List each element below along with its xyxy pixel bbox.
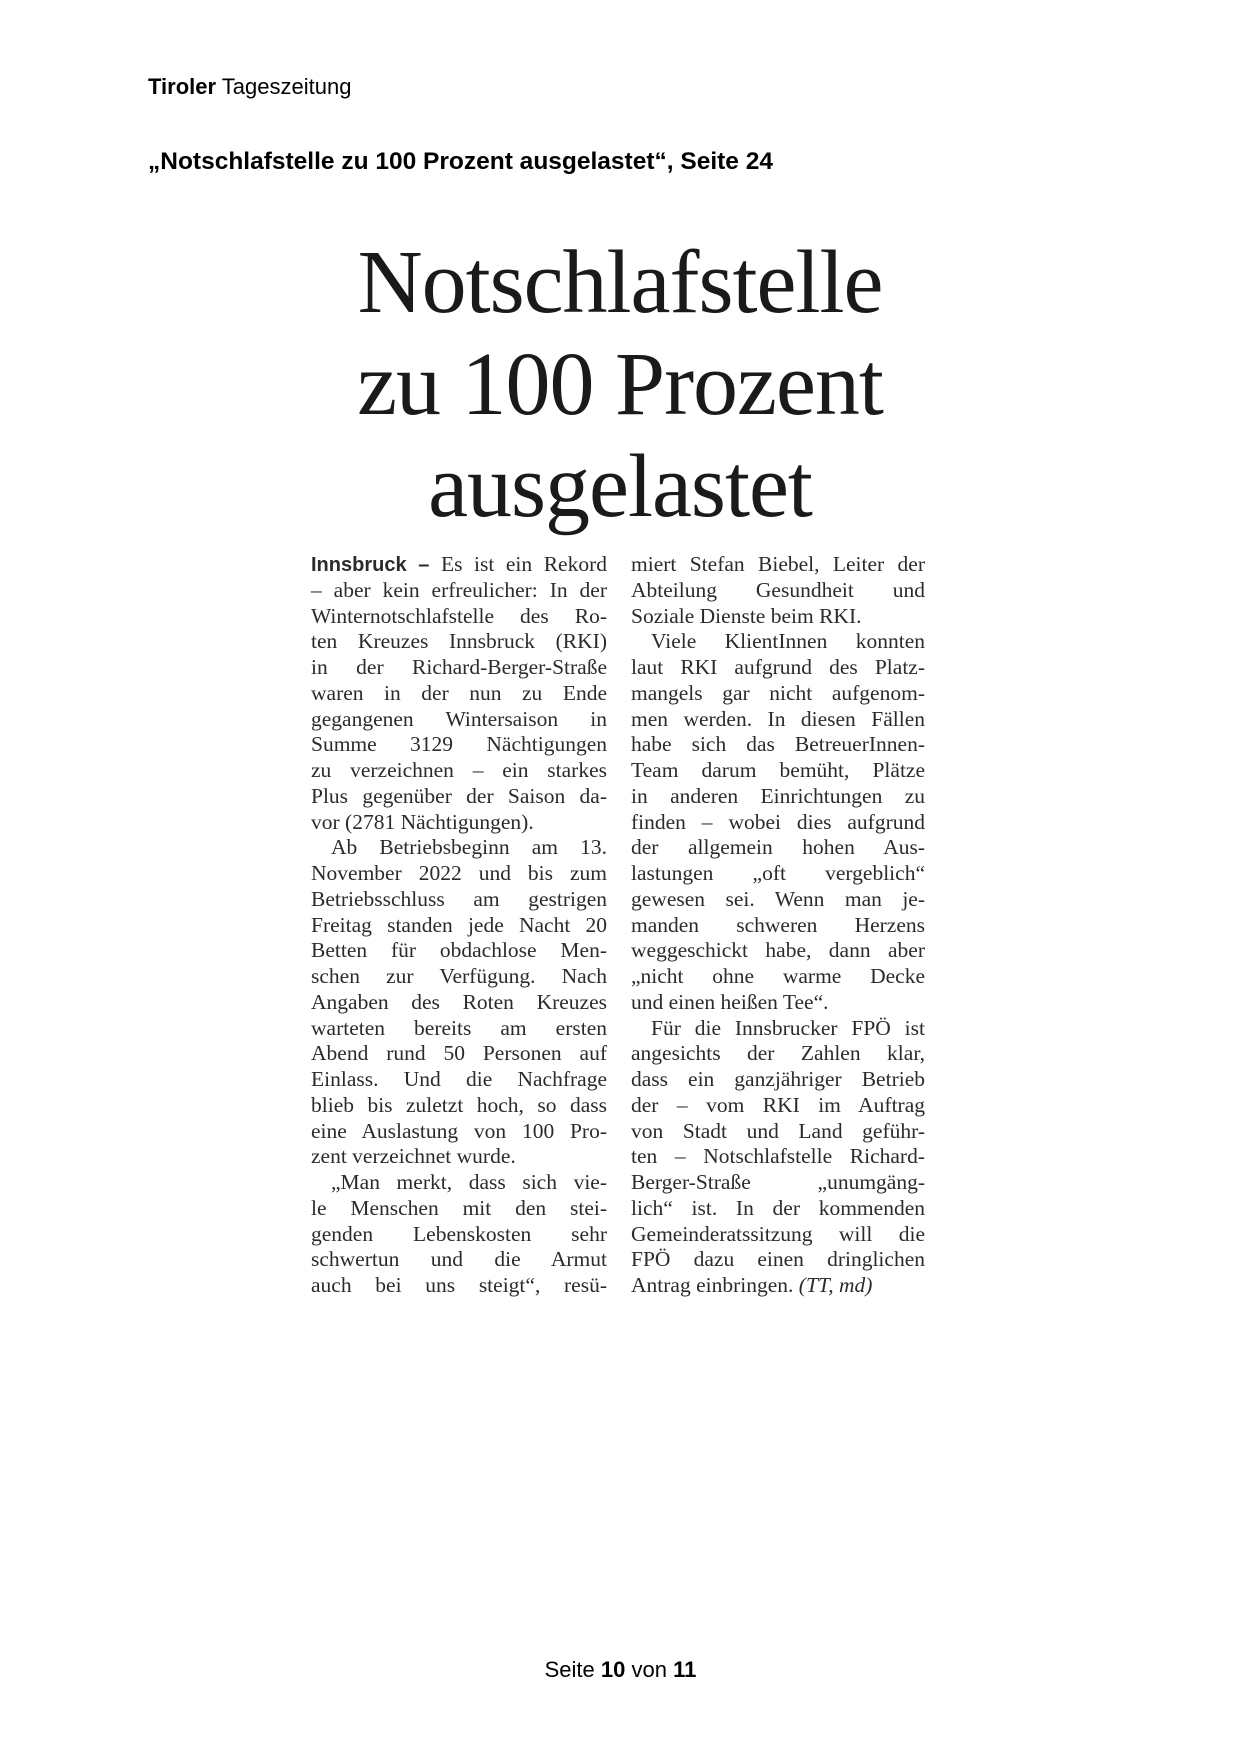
text-line-content: in anderen Einrichtungen zu — [631, 783, 925, 808]
text-line — [311, 1119, 607, 1145]
text-line-content: finden – wobei dies aufgrund — [631, 809, 925, 834]
text-line — [311, 913, 607, 939]
text-line-content: Einlass. Und die Nachfrage — [311, 1067, 607, 1091]
text-line-content: habe sich das BetreuerInnen- — [631, 732, 925, 757]
text-line — [631, 1016, 925, 1042]
text-line-content: Für die Innsbrucker FPÖ ist — [651, 1015, 925, 1040]
text-line — [631, 887, 925, 913]
text-line — [311, 810, 607, 836]
publication-name-bold: Tiroler — [148, 74, 217, 99]
text-line — [631, 1119, 925, 1145]
text-line-content: schen zur Verfügung. Nach — [311, 964, 607, 988]
text-line — [311, 1041, 607, 1067]
text-line — [631, 810, 925, 836]
footer-of: von — [631, 1657, 667, 1682]
text-line — [631, 1041, 925, 1067]
text-line — [311, 1273, 607, 1299]
text-line-content: ten – Notschlafstelle Richard- — [631, 1144, 925, 1169]
article-column-1 — [311, 552, 607, 1299]
footer-prefix: Seite — [544, 1657, 595, 1682]
text-line — [311, 990, 607, 1016]
text-line-content: – aber kein erfreulicher: In der — [311, 577, 607, 602]
text-line-content: Angaben des Roten Kreuzes — [311, 989, 607, 1014]
text-line — [311, 964, 607, 990]
text-line-content: und einen heißen Tee“. — [631, 989, 829, 1014]
text-line — [631, 681, 925, 707]
text-line — [631, 629, 925, 655]
article-reference: „Notschlafstelle zu 100 Prozent ausgelastet“, Seite 24 — [148, 148, 773, 175]
paragraph — [631, 1016, 925, 1299]
text-line-content: Team darum bemüht, Plätze — [631, 758, 925, 782]
text-line — [631, 1273, 925, 1299]
text-line-content: miert Stefan Biebel, Leiter der — [631, 552, 925, 576]
text-line-content: Ab Betriebsbeginn am 13. — [331, 835, 607, 860]
text-line — [311, 1222, 607, 1248]
text-line — [311, 1247, 607, 1273]
text-line-content: FPÖ dazu einen dringlichen — [631, 1247, 925, 1272]
headline-line: Notschlafstelle — [357, 233, 883, 332]
paragraph — [311, 552, 607, 835]
text-line-content: dass ein ganzjähriger Betrieb — [631, 1067, 925, 1091]
article-column-2 — [631, 552, 925, 1299]
text-line-content: Gemeinderatssitzung will die — [631, 1221, 925, 1246]
text-line-content: Es ist ein Rekord — [440, 552, 607, 576]
text-line-content: manden schweren Herzens — [631, 912, 925, 937]
text-line — [311, 1196, 607, 1222]
text-line — [311, 1170, 607, 1196]
text-line — [631, 758, 925, 784]
text-line-content: Plus gegenüber der Saison da- — [311, 783, 607, 808]
text-line-content: laut RKI aufgrund des Platz- — [631, 655, 925, 679]
paragraph — [631, 629, 925, 1015]
text-line-content: angesichts der Zahlen klar, — [631, 1041, 925, 1066]
text-line-content: zent verzeichnet wurde. — [311, 1144, 516, 1169]
publication-name — [148, 74, 351, 100]
text-line — [631, 604, 925, 630]
text-line — [631, 1247, 925, 1273]
text-line-content: Betten für obdachlose Men- — [311, 938, 607, 963]
text-line-content: lich“ ist. In der kommenden — [631, 1195, 925, 1220]
text-line-content: waren in der nun zu Ende — [311, 680, 607, 705]
text-line-content: gegangenen Wintersaison in — [311, 706, 607, 731]
text-line — [311, 681, 607, 707]
text-line-content: Abteilung Gesundheit und — [631, 577, 925, 602]
text-line-content: Antrag einbringen. — [631, 1273, 794, 1297]
text-line — [311, 758, 607, 784]
paragraph — [311, 835, 607, 1170]
headline-line: ausgelastet — [428, 437, 812, 536]
text-line — [631, 655, 925, 681]
footer-page-number: 10 — [600, 1657, 626, 1682]
text-line-content: blieb bis zuletzt hoch, so dass — [311, 1092, 607, 1117]
text-line — [631, 913, 925, 939]
text-line-content: Berger-Straße „unumgäng- — [631, 1170, 925, 1194]
text-line-content: le Menschen mit den stei- — [311, 1195, 607, 1220]
text-line — [631, 835, 925, 861]
text-line-content: Viele KlientInnen konnten — [651, 629, 925, 654]
text-line — [631, 938, 925, 964]
text-line-content: auch bei uns steigt“, resü- — [311, 1273, 607, 1297]
text-line-content: „Man merkt, dass sich vie- — [331, 1170, 607, 1194]
text-line-content: lastungen „oft vergeblich“ — [631, 861, 925, 885]
text-line-content: in der Richard-Berger-Straße — [311, 655, 607, 679]
paragraph — [631, 552, 925, 629]
text-line — [631, 964, 925, 990]
text-line — [631, 1196, 925, 1222]
text-line — [311, 784, 607, 810]
text-line — [631, 1093, 925, 1119]
text-line-content: genden Lebenskosten sehr — [311, 1221, 607, 1246]
text-line-content: mangels gar nicht aufgenom- — [631, 680, 925, 705]
text-line — [311, 552, 607, 578]
footer-total-pages: 11 — [673, 1657, 697, 1682]
text-line-content: schwertun und die Armut — [311, 1247, 607, 1272]
text-line — [631, 707, 925, 733]
dateline: Innsbruck – — [311, 554, 430, 576]
headline-line: zu 100 Prozent — [357, 335, 883, 434]
text-line — [311, 732, 607, 758]
byline: (TT, md) — [798, 1273, 873, 1297]
text-line-content: warteten bereits am ersten — [311, 1015, 607, 1040]
text-line-content: Summe 3129 Nächtigungen — [311, 732, 607, 757]
publication-name-rest: Tageszeitung — [221, 74, 352, 99]
text-line — [631, 1067, 925, 1093]
text-line-content: November 2022 und bis zum — [311, 861, 607, 885]
text-line-content: von Stadt und Land geführ- — [631, 1118, 925, 1143]
text-line-content: weggeschickt habe, dann aber — [631, 938, 925, 963]
page-footer — [0, 1657, 1241, 1683]
paragraph — [311, 1170, 607, 1299]
text-line — [311, 1016, 607, 1042]
text-line — [311, 578, 607, 604]
text-line — [311, 655, 607, 681]
text-line — [311, 1144, 607, 1170]
text-line-content: vor (2781 Nächtigungen). — [311, 809, 534, 834]
text-line-content: eine Auslastung von 100 Pro- — [311, 1118, 607, 1143]
text-line — [311, 887, 607, 913]
text-line — [311, 707, 607, 733]
text-line-content: Abend rund 50 Personen auf — [311, 1041, 607, 1066]
article-headline — [300, 232, 940, 538]
text-line — [311, 629, 607, 655]
text-line-content: der allgemein hohen Aus- — [631, 835, 925, 860]
text-line-content: gewesen sei. Wenn man je- — [631, 886, 925, 911]
text-line-content: „nicht ohne warme Decke — [631, 964, 925, 988]
text-line — [311, 938, 607, 964]
text-line-content: Winternotschlafstelle des Ro- — [311, 603, 607, 628]
text-line — [631, 732, 925, 758]
text-line-content: Betriebsschluss am gestrigen — [311, 886, 607, 911]
text-line — [631, 861, 925, 887]
text-line — [311, 1067, 607, 1093]
text-line — [631, 552, 925, 578]
text-line-content: der – vom RKI im Auftrag — [631, 1092, 925, 1117]
text-line-content: Soziale Dienste beim RKI. — [631, 603, 862, 628]
text-line — [311, 604, 607, 630]
text-line-content: ten Kreuzes Innsbruck (RKI) — [311, 629, 607, 654]
text-line — [631, 784, 925, 810]
text-line-content: men werden. In diesen Fällen — [631, 706, 925, 731]
text-line — [631, 1144, 925, 1170]
text-line — [311, 1093, 607, 1119]
text-line — [631, 1222, 925, 1248]
text-line — [631, 990, 925, 1016]
text-line — [631, 578, 925, 604]
text-line — [311, 861, 607, 887]
text-line — [311, 835, 607, 861]
text-line-content: zu verzeichnen – ein starkes — [311, 758, 607, 782]
text-line — [631, 1170, 925, 1196]
text-line-content: Freitag standen jede Nacht 20 — [311, 912, 607, 937]
